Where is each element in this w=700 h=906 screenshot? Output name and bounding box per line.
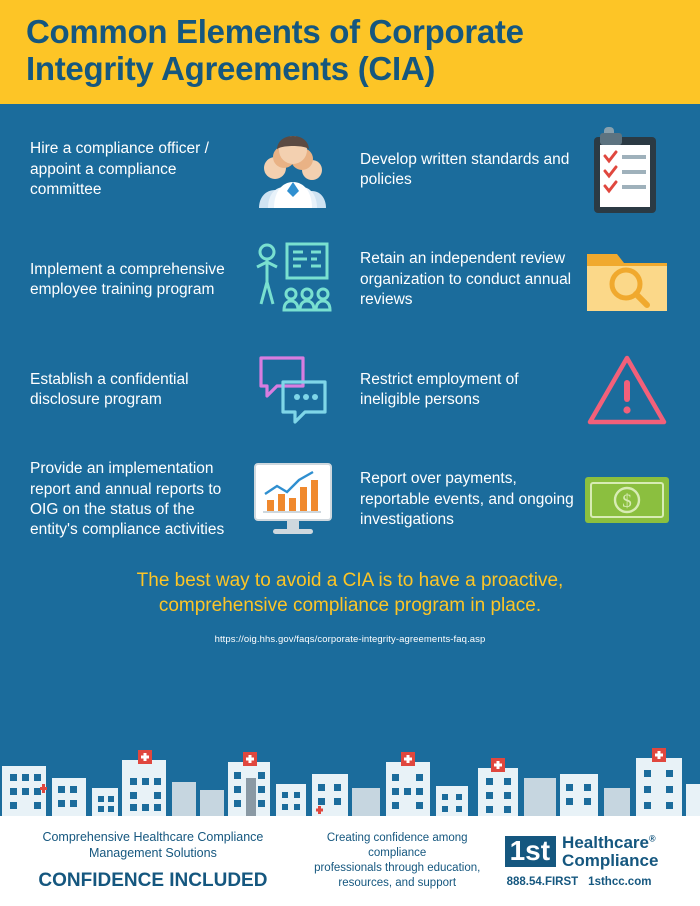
element-label: Develop written standards and policies bbox=[360, 150, 570, 188]
page-title-line-2: Integrity Agreements (CIA) bbox=[26, 49, 436, 87]
clipboard-checklist-icon bbox=[574, 122, 680, 218]
footer-mid-line-2: professionals through education, bbox=[314, 862, 481, 874]
brand-contact[interactable] bbox=[505, 869, 684, 888]
callout-message bbox=[0, 552, 700, 619]
footer-tagline: CONFIDENCE INCLUDED bbox=[38, 869, 268, 891]
element-label: Report over payments, reportable events, and ongoing investigations bbox=[360, 470, 574, 529]
brand-name-line-1: Healthcare bbox=[562, 832, 649, 852]
element-disclosure-program bbox=[18, 338, 348, 442]
header-banner bbox=[0, 0, 700, 104]
speech-bubbles-icon bbox=[240, 342, 346, 438]
callout-line-2: comprehensive compliance program in place. bbox=[158, 595, 542, 617]
svg-text:$: $ bbox=[622, 490, 632, 512]
people-group-icon bbox=[240, 122, 346, 218]
brand-mark bbox=[505, 836, 556, 867]
element-label: Establish a confidential disclosure program bbox=[30, 370, 189, 408]
footer-mid-line-3: resources, and support bbox=[338, 876, 457, 889]
element-independent-review bbox=[352, 228, 682, 332]
element-written-standards bbox=[352, 118, 682, 222]
footer-mission-statement bbox=[298, 831, 497, 891]
footer-left-block bbox=[16, 830, 290, 891]
footer-left-line-1: Comprehensive Healthcare Compliance bbox=[42, 830, 264, 845]
element-label: Provide an implementation report and annual reports to OIG on the status of the entity's compliance activities bbox=[30, 460, 225, 539]
website-url[interactable]: 1sthcc.com bbox=[588, 876, 652, 889]
folder-magnifier-icon bbox=[574, 232, 680, 328]
element-restrict-employment bbox=[352, 338, 682, 442]
element-compliance-officer bbox=[18, 118, 348, 222]
element-employee-training bbox=[18, 228, 348, 332]
monitor-bar-chart-icon bbox=[240, 452, 346, 548]
dollar-bill-icon bbox=[574, 452, 680, 548]
element-label: Retain an independent review organization to conduct annual reviews bbox=[360, 250, 572, 309]
training-presentation-icon bbox=[240, 232, 346, 328]
registered-trademark-icon: ® bbox=[648, 833, 656, 843]
callout-line-1: The best way to avoid a CIA is to have a proactive, bbox=[136, 569, 564, 591]
element-implementation-report bbox=[18, 448, 348, 552]
warning-triangle-icon bbox=[574, 342, 680, 438]
page-title-line-1: Common Elements of Corporate bbox=[26, 13, 524, 50]
phone-number[interactable]: 888.54.FIRST bbox=[506, 876, 579, 889]
element-label: Hire a compliance officer / appoint a compliance committee bbox=[30, 140, 209, 199]
brand-name bbox=[562, 834, 658, 870]
source-url[interactable]: https://oig.hhs.gov/faqs/corporate-integrity-agreements-faq.asp bbox=[214, 634, 486, 646]
brand-mark-text: 1st bbox=[509, 834, 551, 866]
footer-bar bbox=[0, 816, 700, 906]
element-report-overpayments bbox=[352, 448, 682, 552]
footer-mid-line-1: Creating confidence among compliance bbox=[326, 832, 468, 860]
brand-name-line-2: Compliance bbox=[562, 850, 659, 870]
page-title bbox=[26, 14, 674, 88]
brand-logo[interactable] bbox=[505, 834, 684, 889]
footer-left-line-2: Management Solutions bbox=[88, 846, 217, 860]
element-label: Implement a comprehensive employee training program bbox=[30, 260, 225, 298]
element-label: Restrict employment of ineligible persons bbox=[360, 370, 519, 408]
city-skyline-illustration bbox=[0, 744, 700, 816]
elements-grid bbox=[0, 104, 700, 552]
